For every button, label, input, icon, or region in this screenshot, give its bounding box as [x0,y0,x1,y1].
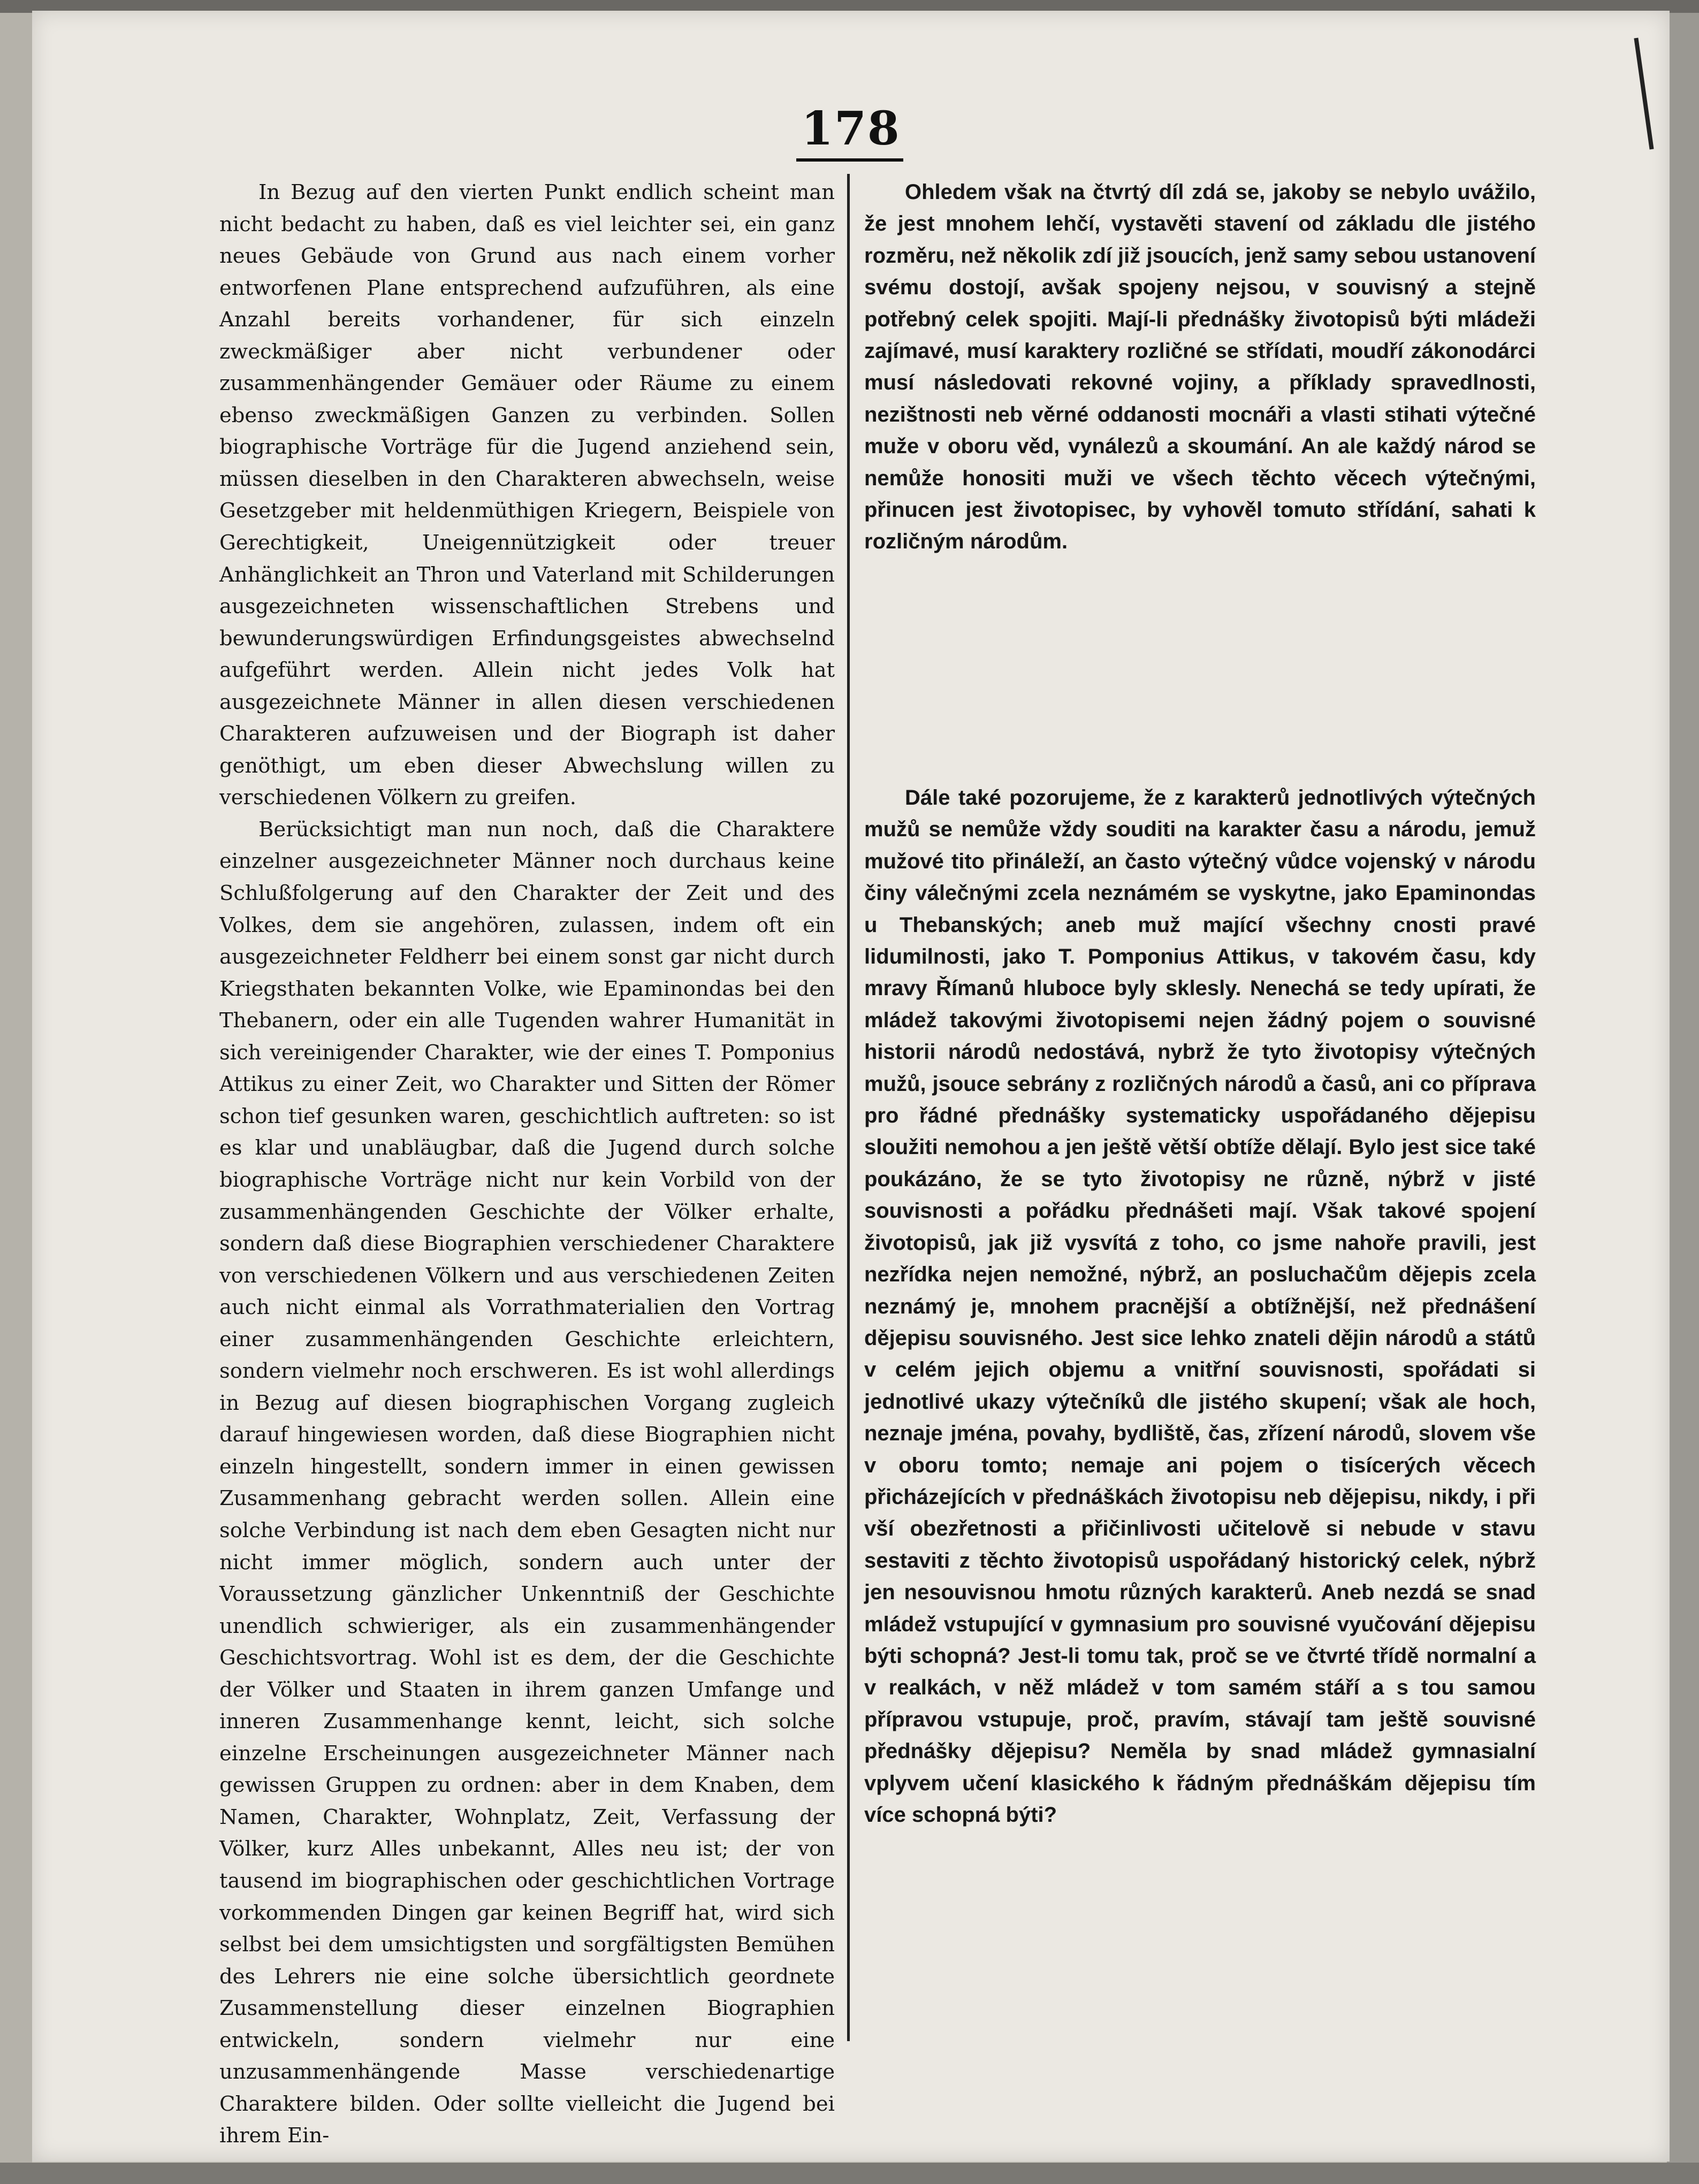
czech-column-top [864,177,1536,558]
german-paragraph-2: Berücksichtigt man nun noch, daß die Charaktere einzelner ausgezeichneter Männer noch durchaus keine Schlußfolgerung auf den Charakter der Zeit und des Volkes, dem sie angehören, zulassen, indem oft ein ausgezeichneter Feldherr bei einem sonst gar nicht durch Kriegsthaten bekannten Volke, wie Epaminondas bei den Thebanern, oder ein alle Tugenden wahrer Humanität in sich vereinigender Charakter, wie der eines T. Pomponius Attikus zu einer Zeit, wo Charakter und Sitten der Römer schon tief gesunken waren, geschichtlich auftreten: so ist es klar und unabläugbar, daß die Jugend durch solche biographische Vorträge nicht nur kein Vorbild von der zusammenhängenden Geschichte der Völker erhalte, sondern daß diese Biographien verschiedener Charaktere von verschiedenen Völkern und aus verschiedenen Zeiten auch nicht einmal als Vorrathmaterialien den Vortrag einer zusammenhängenden Geschichte erleichtern, sondern vielmehr noch erschweren. Es ist wohl allerdings in Bezug auf diesen biographischen Vorgang zugleich darauf hingewiesen worden, daß diese Biographien nicht einzeln hingestellt, sondern immer in einen gewissen Zusammenhang gebracht werden sollen. Allein eine solche Verbindung ist nach dem eben Gesagten nicht nur nicht immer möglich, sondern auch unter der Voraussetzung gänzlicher Unkenntniß der Geschichte unendlich schwieriger, als ein zusammenhängender Geschichtsvortrag. Wohl ist es dem, der die Geschichte der Völker und Staaten in ihrem ganzen Umfange und inneren Zusammenhange kennt, leicht, sich solche einzelne Erscheinungen ausgezeichneter Männer nach gewissen Gruppen zu ordnen: aber in dem Knaben, dem Namen, Charakter, Wohnplatz, Zeit, Verfassung der Völker, kurz Alles unbekannt, Alles neu ist; der von tausend im biographischen oder geschichtlichen Vortrage vorkommenden Dingen gar keinen Begriff hat, wird sich selbst bei dem umsichtigsten und sorgfältigsten Bemühen des Lehrers nie eine solche übersichtlich geordnete Zusammenstellung dieser einzelnen Biographien entwickeln, sondern vielmehr nur eine unzusammenhängende Masse verschiedenartige Charaktere bilden. Oder sollte vielleicht die Jugend bei ihrem Ein- [219,817,835,2148]
scan-right-margin [1667,0,1699,2184]
page-number: 178 [801,102,901,156]
czech-paragraph-2: Dále také pozorujeme, že z karakterů jednotlivých výtečných mužů se nemůže vždy souditi na karakter času a národu, jemuž mužové tito přináleží, an často výtečný vůdce vojenský v národu činy válečnými zcela neznámém se vyskytne, jako Epaminondas u Thebanských; aneb muž mající všechny cnosti pravé lidumilnosti, jako T. Pomponius Attikus, v takovém času, kdy mravy Římanů hluboce byly sklesly. Nenechá se tedy upírati, že mládež takovými životopisemi nejen žádný pojem o souvisné historii národů nedostává, nybrž že tyto životopisy výtečných mužů, jsouce sebrány z rozličných národů a časů, ani co příprava pro řádné přednášky systematicky uspořádaného dějepisu sloužiti nemohou a jen ještě větší obtíže dělají. Bylo jest sice také poukázáno, že se tyto životopisy ne různě, nýbrž v jisté souvisnosti a pořádku přednášeti mají. Však takové spojení životopisů, jak již vysvítá z toho, co jsme nahoře pravili, jest nezřídka nejen nemožné, nýbrž, an posluchačům dějepis zcela neznámý je, mnohem pracnější a obtížnější, než přednášení dějepisu souvisného. Jest sice lehko znateli dějin národů a států v celém jejich objemu a vnitřní souvisnosti, spořádati si jednotlivé ukazy výtečníků dle jistého skupení; však ale hoch, neznaje jména, povahy, bydliště, čas, zřízení národů, slovem vše v oboru tomto; nemaje ani pojem o tisícerých věcech přicházejících v přednáškách životopisu neb dějepisu, nikdy, i při vší obezřetnosti a přičinlivosti učitelově si nebude v stavu sestaviti z těchto životopisů uspořádaný historický celek, nýbrž jen nesouvisnou hmotu různých karakterů. Aneb nezdá se snad mládež vstupující v gymnasium pro souvisné vyučování dějepisu býti schopná? Jest-li tomu tak, proč se ve čtvrté třídě normalní a v realkách, v něž mládež v tom samém stáří a s tou samou přípravou vstupuje, proč, pravím, stávají tam ještě souvisné přednášky dějepisu? Neměla by snad mládež gymnasialní vplyvem učení klasického k řádným přednáškám dějepisu tím více schopná býti? [864,786,1536,1827]
german-paragraph-1: In Bezug auf den vierten Punkt endlich scheint man nicht bedacht zu haben, daß es viel leichter sei, ein ganz neues Gebäude von Grund aus nach einem vorher entworfenen Plane entsprechend aufzuführen, als eine Anzahl bereits vorhandener, für sich einzeln zweckmäßiger aber nicht verbundener oder zusammenhängender Gemäuer oder Räume zu einem ebenso zweckmäßigen Ganzen zu verbinden. Sollen biographische Vorträge für die Jugend anziehend sein, müssen dieselben in den Charakteren abwechseln, weise Gesetzgeber mit heldenmüthigen Kriegern, Beispiele von Gerechtigkeit, Uneigennützigkeit oder treuer Anhänglichkeit an Thron und Vaterland mit Schilderungen ausgezeichneten wissenschaftlichen Strebens und bewunderungswürdigen Erfindungsgeistes abwechselnd aufgeführt werden. Allein nicht jedes Volk hat ausgezeichnete Männer in allen diesen verschiedenen Charakteren aufzuweisen und der Biograph ist daher genöthigt, um eben dieser Abwechslung willen zu verschiedenen Völkern zu greifen. [219,180,835,810]
scan-left-margin [0,0,32,2184]
scan-bottom-edge [0,2163,1699,2184]
column-divider [847,174,850,2041]
czech-column-bottom [864,782,1536,1831]
page-number-underline [796,158,903,162]
czech-paragraph-1: Ohledem však na čtvrtý díl zdá se, jakoby se nebylo uvážilo, že jest mnohem lehčí, vystavěti stavení od základu dle jistého rozměru, než několik zdí již jsoucích, jenž samy sebou ustanovení svému dostojí, avšak spojeny nejsou, v souvisný a stejně potřebný celek spojiti. Mají-li přednášky životopisů býti mládeži zajímavé, musí karaktery rozličné se střídati, moudří zákonodárci musí následovati rekovné vojiny, a příklady spravedlnosti, nezištnosti neb věrné oddanosti mocnáři a vlasti stihati výtečné muže v oboru věd, vynálezů a skoumání. An ale každý národ se nemůže honositi muži ve všech těchto věcech výtečnými, přinucen jest životopisec, by vyhověl tomuto střídání, sahati k rozličným národům. [864,180,1536,554]
german-column [219,177,835,2152]
